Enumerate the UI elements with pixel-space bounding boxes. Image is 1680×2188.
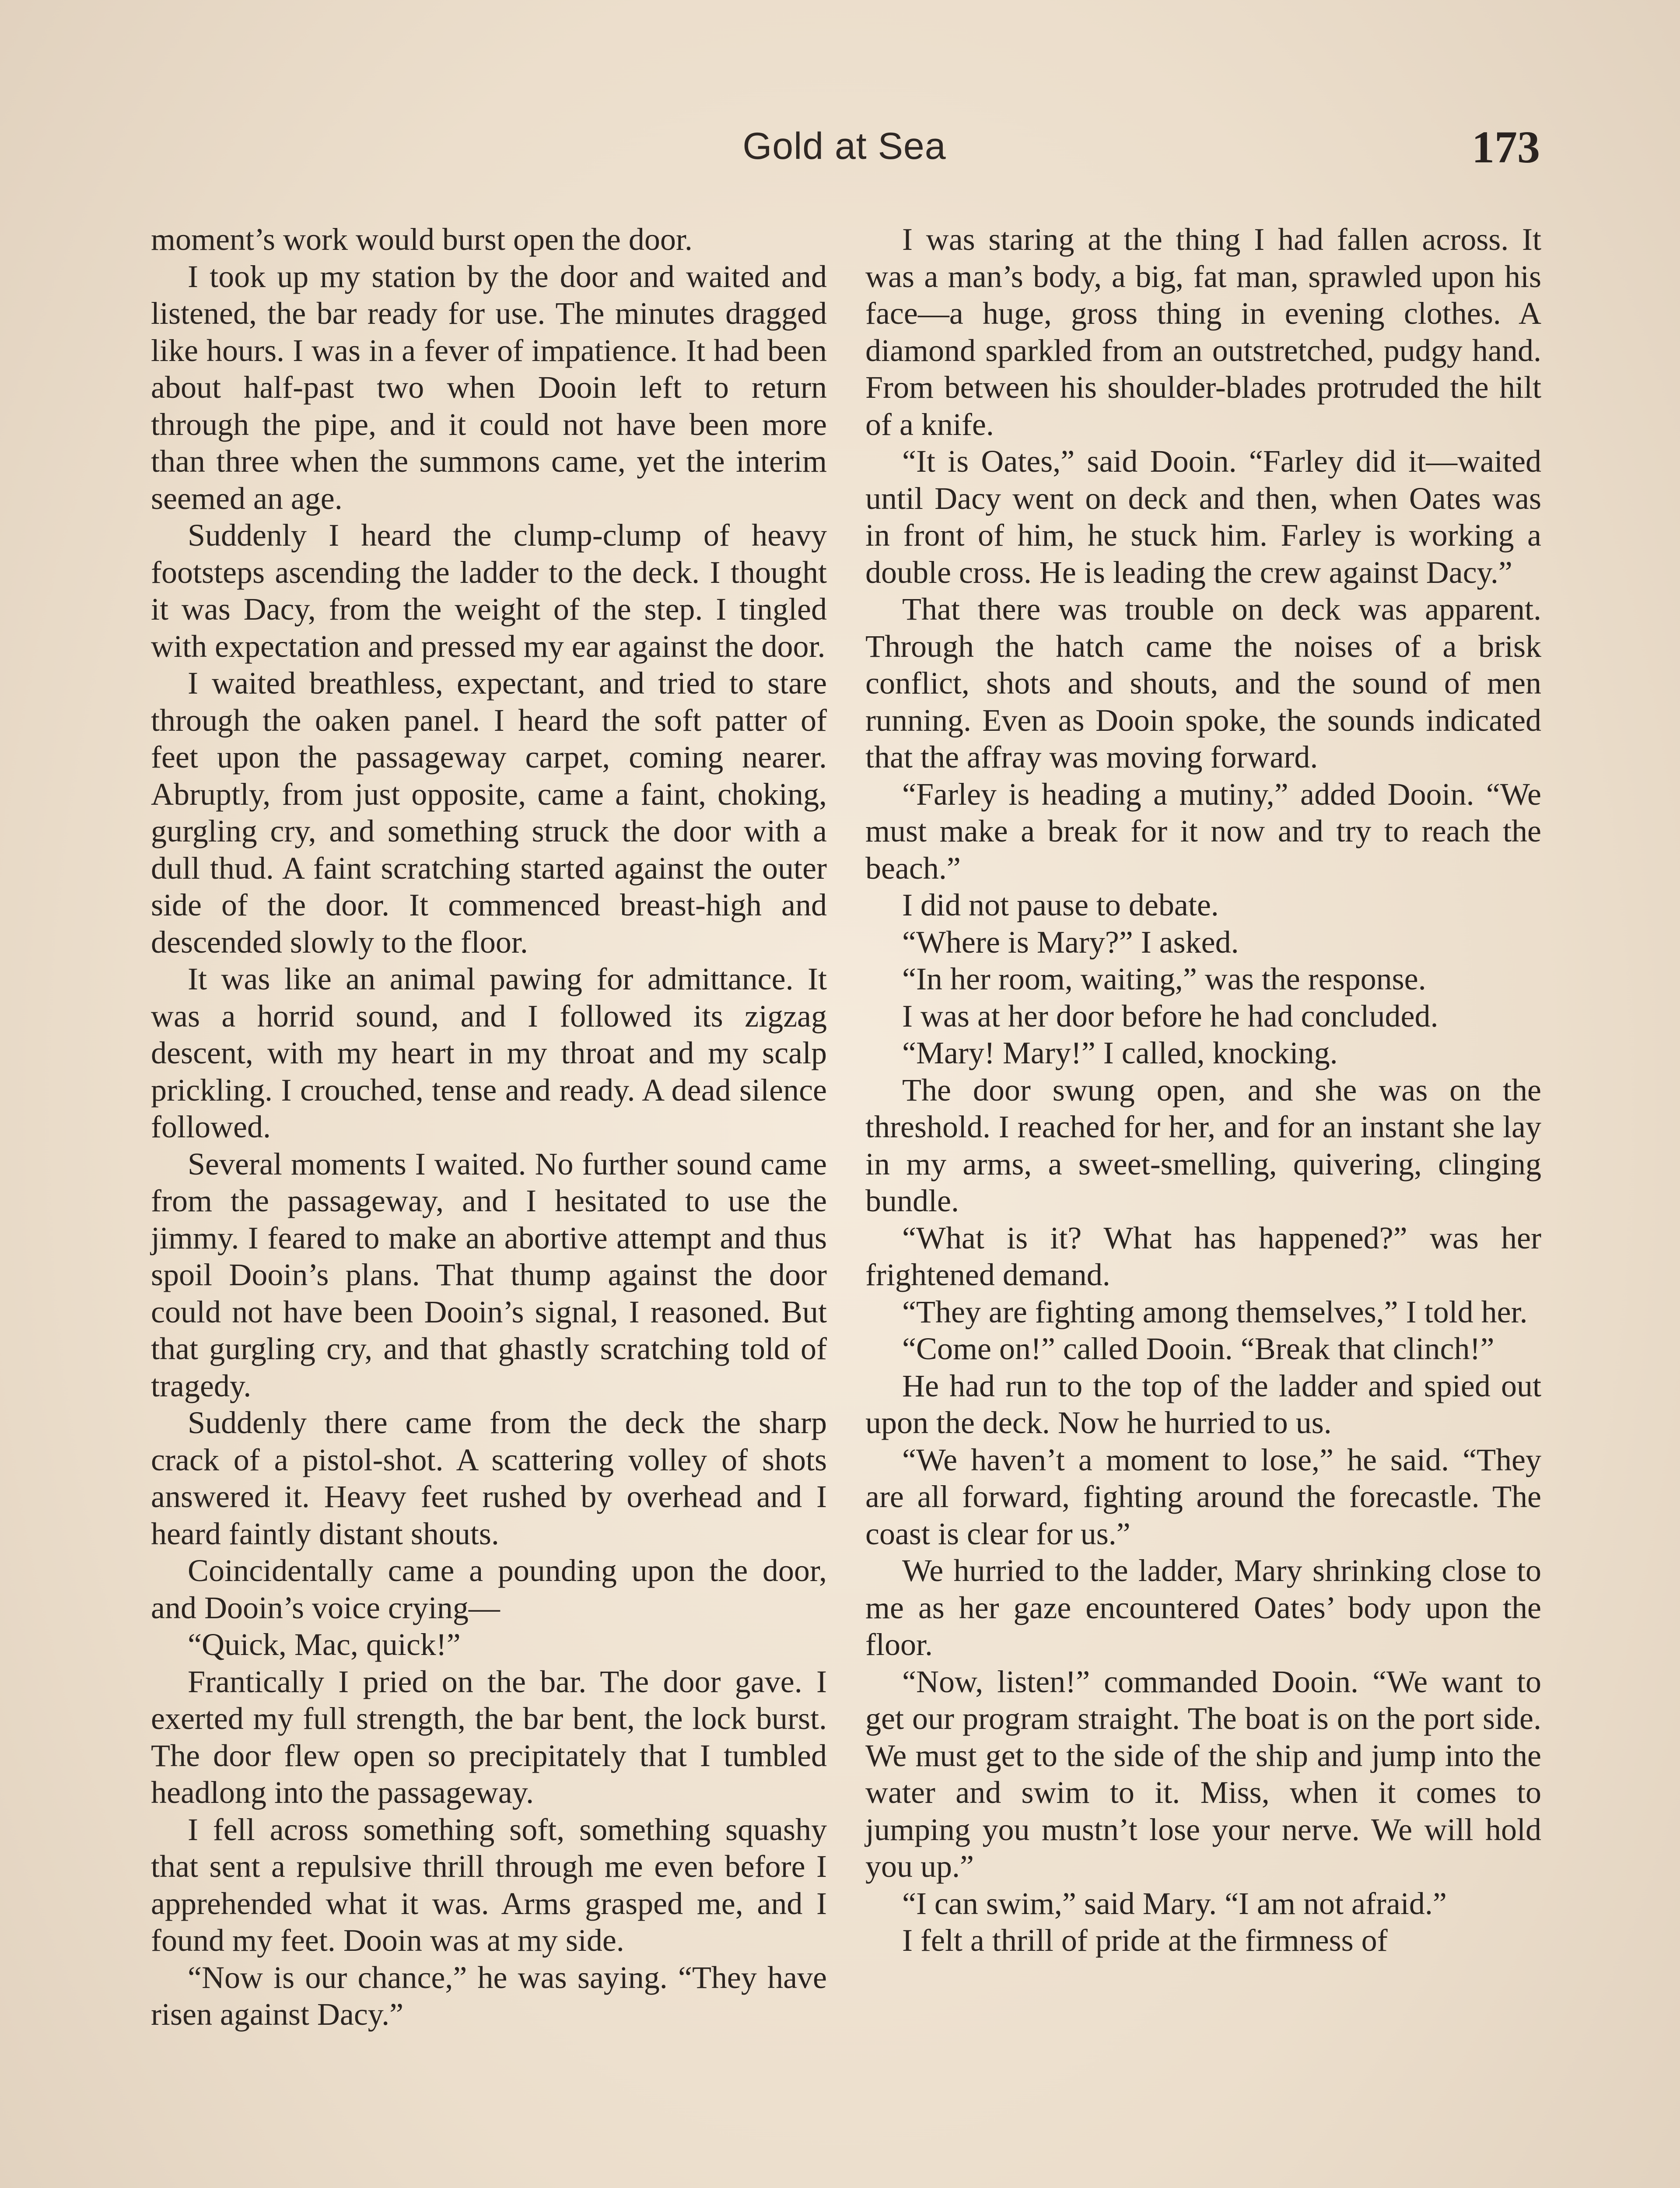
paragraph: Coincidentally came a pounding upon the door, and Dooin’s voice crying—: [151, 1553, 827, 1625]
paragraph: I fell across something soft, something squashy that sent a repulsive thrill through me even before I apprehended what it was. Arms grasped me, and I found my feet. Dooin was at my side.: [151, 1812, 827, 1958]
paragraph: We hurried to the ladder, Mary shrinking close to me as her gaze encountered Oates’ body upon the floor.: [865, 1553, 1541, 1662]
paragraph: I waited breathless, expectant, and tried to stare through the oaken panel. I heard the soft patter of feet upon the passageway carpet, coming nearer. Abruptly, from just opposite, came a faint, choking, gurgling cry, and something struck the door with a dull thud. A faint scratching started against the outer side of the door. It commenced breast-high and descended slowly to the floor.: [151, 666, 827, 960]
paragraph: “Now is our chance,” he was saying. “They have risen against Dacy.”: [151, 1960, 827, 2032]
paragraph: Several moments I waited. No further sound came from the passageway, and I hesitated to use the jimmy. I feared to make an abortive attempt and thus spoil Dooin’s plans. That thump against the door could not have been Dooin’s signal, I reasoned. But that gurgling cry, and that ghastly scratching told of tragedy.: [151, 1146, 827, 1403]
right-column: [865, 221, 1541, 1959]
paragraph: “Now, listen!” commanded Dooin. “We want to get our program straight. The boat is on the port side. We must get to the side of the ship and jump into the water and swim to it. Miss, when it comes to jumping you mustn’t lose your nerve. We will hold you up.”: [865, 1664, 1541, 1884]
paragraph: “Quick, Mac, quick!”: [188, 1627, 461, 1662]
paragraph: “In her room, waiting,” was the response.: [902, 961, 1426, 996]
paragraph: “What is it? What has happened?” was her frightened demand.: [865, 1220, 1541, 1292]
paragraph: He had run to the top of the ladder and spied out upon the deck. Now he hurried to us.: [865, 1368, 1541, 1440]
paragraph: “It is Oates,” said Dooin. “Farley did it—waited until Dacy went on deck and then, when Oates was in front of him, he stuck him. Farley is working a double cross. He is leading the crew against Dacy.”: [865, 444, 1541, 590]
paragraph: I was staring at the thing I had fallen across. It was a man’s body, a big, fat man, sprawled upon his face—a huge, gross thing in evening clothes. A diamond sparkled from an outstretched, pudgy hand. From between his shoulder-blades protruded the hilt of a knife.: [865, 222, 1541, 442]
paragraph: I felt a thrill of pride at the firmness of: [902, 1923, 1388, 1958]
paragraph: That there was trouble on deck was apparent. Through the hatch came the noises of a brisk conflict, shots and shouts, and the sound of men running. Even as Dooin spoke, the sounds indicated that the affray was moving forward.: [865, 592, 1541, 775]
paragraph: It was like an animal pawing for admittance. It was a horrid sound, and I followed its zigzag descent, with my heart in my throat and my scalp prickling. I crouched, tense and ready. A dead silence followed.: [151, 961, 827, 1144]
paragraph: moment’s work would burst open the door.: [151, 222, 693, 257]
paragraph: “We haven’t a moment to lose,” he said. “They are all forward, fighting around the forecastle. The coast is clear for us.”: [865, 1442, 1541, 1551]
paragraph: The door swung open, and she was on the threshold. I reached for her, and for an instant she lay in my arms, a sweet-smelling, quivering, clinging bundle.: [865, 1072, 1541, 1218]
paragraph: “Where is Mary?” I asked.: [902, 924, 1239, 960]
left-column: [151, 221, 827, 2033]
paragraph: Suddenly I heard the clump-clump of heavy footsteps ascending the ladder to the deck. I thought it was Dacy, from the weight of the step. I tingled with expectation and pressed my ear against the door.: [151, 518, 827, 664]
paragraph: “Come on!” called Dooin. “Break that clinch!”: [902, 1331, 1494, 1366]
paragraph: I did not pause to debate.: [902, 887, 1219, 922]
paragraph: I took up my station by the door and waited and listened, the bar ready for use. The minutes dragged like hours. I was in a fever of impatience. It had been about half-past two when Dooin left to return through the pipe, and it could not have been more than three when the summons came, yet the interim seemed an age.: [151, 259, 827, 516]
page-number: 173: [1472, 122, 1540, 172]
paragraph: “Mary! Mary!” I called, knocking.: [902, 1035, 1338, 1070]
paragraph: “They are fighting among themselves,” I told her.: [902, 1294, 1528, 1329]
paragraph: “Farley is heading a mutiny,” added Dooin. “We must make a break for it now and try to reach the beach.”: [865, 776, 1541, 886]
paragraph: Frantically I pried on the bar. The door gave. I exerted my full strength, the bar bent, the lock burst. The door flew open so precipitately that I tumbled headlong into the passageway.: [151, 1664, 827, 1810]
running-title: Gold at Sea: [742, 125, 946, 167]
paragraph: I was at her door before he had concluded.: [902, 998, 1438, 1034]
paragraph: “I can swim,” said Mary. “I am not afraid.”: [902, 1886, 1447, 1921]
page-header: [149, 122, 1540, 190]
paragraph: Suddenly there came from the deck the sharp crack of a pistol-shot. A scattering volley of shots answered it. Heavy feet rushed by overhead and I heard faintly distant shouts.: [151, 1405, 827, 1551]
